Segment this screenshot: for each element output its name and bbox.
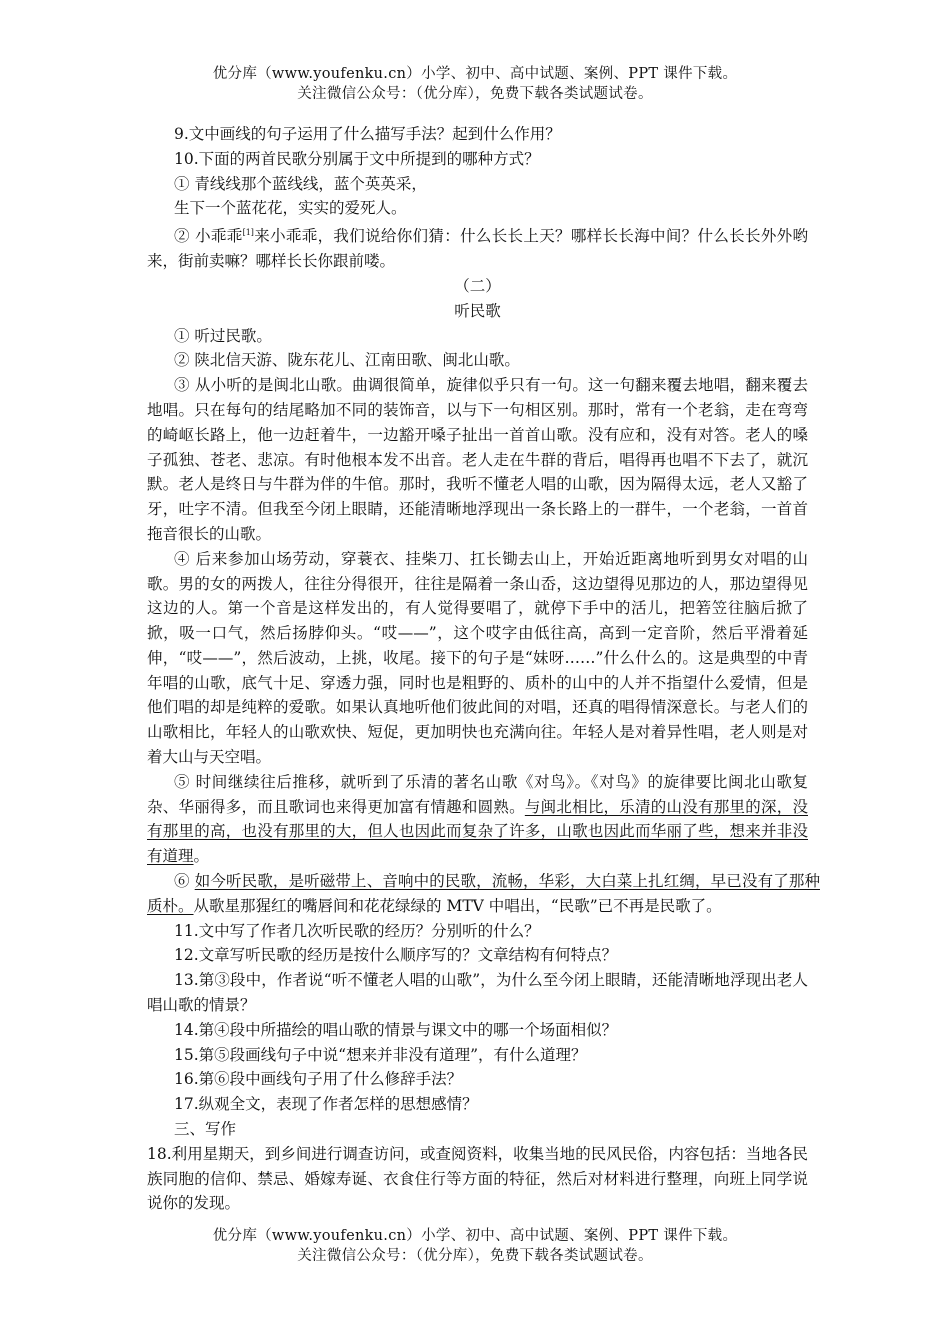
folk-song-2 — [147, 221, 808, 274]
question-14: 14.第④段中所描绘的唱山歌的情景与课文中的哪一个场面相似？ — [174, 1020, 618, 1039]
footer-line-1: 优分库（www.youfenku.cn）小学、初中、高中试题、案例、PPT 课件下载。 — [212, 1228, 738, 1244]
paragraph-5-text: ⑤ 时间继续往后推移，就听到了乐清的著名山歌《对鸟》。《对鸟》的旋律要比闽北山歌复杂、华丽得多，而且歌词也来得更加富有情趣和圆熟。 — [147, 772, 808, 816]
paragraph-6 — [147, 869, 820, 919]
question-9: 9.文中画线的句子运用了什么描写手法？起到什么作用？ — [174, 125, 561, 143]
question-10: 10.下面的两首民歌分别属于文中所提到的哪种方式？ — [174, 149, 540, 168]
header-line-1: 优分库（www.youfenku.cn）小学、初中、高中试题、案例、PPT 课件下载。 — [212, 66, 738, 82]
paragraph-1: ① 听过民歌。 — [174, 326, 272, 345]
article-title: 听民歌 — [454, 301, 501, 320]
section-number: （二） — [454, 276, 501, 295]
question-11: 11.文中写了作者几次听民歌的经历？分别听的什么？ — [174, 921, 540, 940]
question-12: 12.文章写听民歌的经历是按什么顺序写的？文章结构有何特点？ — [174, 946, 618, 965]
folk-song-1-line-2: 生下一个蓝花花，实实的爱死人。 — [174, 199, 407, 218]
paragraph-5-end: 。 — [193, 847, 210, 866]
question-15: 15.第⑤段画线句子中说“想来并非没有道理”，有什么道理？ — [174, 1045, 587, 1064]
question-13: 13.第③段中，作者说“听不懂老人唱的山歌”，为什么至今闭上眼睛，还能清晰地浮现出老人唱山歌的情景？ — [147, 971, 808, 1015]
paragraph-6-rest: 从歌星那猩红的嘴唇间和花花绿绿的 MTV 中唱出，“民歌”已不再是民歌了。 — [193, 896, 722, 915]
paragraph-3: ③ 从小听的是闽北山歌。曲调很简单，旋律似乎只有一句。这一句翻来覆去地唱，翻来覆去地唱。只在每句的结尾略加不同的装饰音，以与下一句相区别。那时，常有一个老翁，走在弯弯的崎岖长路上，他一边赶着牛，一边豁开嗓子扯出一首首山歌。没有应和，没有对答。老人的嗓子孤独、苍老、悲凉。有时他根本发不出音。老人走在牛群的背后，唱得再也唱不下去了，就沉默。老人是终日与牛群为伴的牛倌。那时，我听不懂老人唱的山歌，因为隔得太远，老人又豁了牙，吐字不清。但我至今闭上眼睛，还能清晰地浮现出一条长路上的一群牛，一个老翁，一首首拖音很长的山歌。 — [147, 376, 808, 543]
paragraph-6-marker: ⑥ — [174, 872, 195, 891]
folk-song-2-start: ② 小乖乖 — [174, 227, 243, 246]
header-line-2: 关注微信公众号：（优分库），免费下载各类试题试卷。 — [297, 86, 653, 102]
page-header — [0, 64, 950, 104]
question-16: 16.第⑥段中画线句子用了什么修辞手法？ — [174, 1070, 463, 1089]
footnote-marker: [1] — [242, 228, 254, 238]
paragraph-2: ② 陕北信天游、陇东花儿、江南田歌、闽北山歌。 — [174, 351, 520, 370]
question-17: 17.纵观全文，表现了作者怎样的思想感情？ — [174, 1095, 478, 1114]
writing-heading: 三、写作 — [174, 1120, 237, 1139]
question-18: 18.利用星期天，到乡间进行调查访问，或查阅资料，收集当地的民风民俗，内容包括：当地各民族同胞的信仰、禁忌、婚嫁寿诞、衣食住行等方面的特征，然后对材料进行整理，向班上同学说说你的发现。 — [147, 1144, 808, 1213]
paragraph-4: ④ 后来参加山场劳动，穿蓑衣、挂柴刀、扛长锄去山上，开始近距离地听到男女对唱的山歌。男的女的两拨人，往往分得很开，往往是隔着一条山岙，这边望得见那边的人，那边望得见这边的人。第一个音是这样发出的，有人觉得要唱了，就停下手中的活儿，把箬笠往脑后掀了掀，吸一口气，然后扬脖仰头。“哎——”，这个哎字由低往高，高到一定音阶，然后平滑着延伸，“哎——”，然后波动，上挑，收尾。接下的句子是“妹呀……”什么什么的。这是典型的中青年唱的山歌，底气十足、穿透力强，同时也是粗野的、质朴的山中的人并不指望什么爱情，但是他们唱的却是纯粹的爱歌。如果认真地听他们彼此间的对唱，还真的唱得情深意长。与老人们的山歌相比，年轻人的山歌欢快、短促，更加明快也充满向往。年轻人是对着异性唱，老人则是对着大山与天空唱。 — [147, 549, 808, 767]
paragraph-6-underlined-sentence: 如今听民歌，是听磁带上、音响中的民歌，流畅，华彩，大白菜上扎红绸，早已没有了那种质朴。 — [147, 872, 820, 915]
footer-line-2: 关注微信公众号：（优分库），免费下载各类试题试卷。 — [297, 1248, 653, 1264]
folk-song-2-rest: 来小乖乖，我们说给你们猜：什么长长上天？哪样长长海中间？什么长长外外哟 来，街前卖嘛？哪样长长你跟前喽。 — [147, 227, 808, 271]
folk-song-1-line-1: ① 青线线那个蓝线线，蓝个英英采， — [174, 174, 427, 193]
page-footer — [0, 1226, 950, 1266]
paragraph-5-underlined-sentence: 与闽北相比，乐清的山没有那里的深，没有那里的高，也没有那里的大，但人也因此而复杂了许多，山歌也因此而华丽了些，想来并非没有道理 — [147, 797, 808, 866]
paragraph-5 — [147, 770, 808, 869]
document-body — [147, 122, 820, 1216]
